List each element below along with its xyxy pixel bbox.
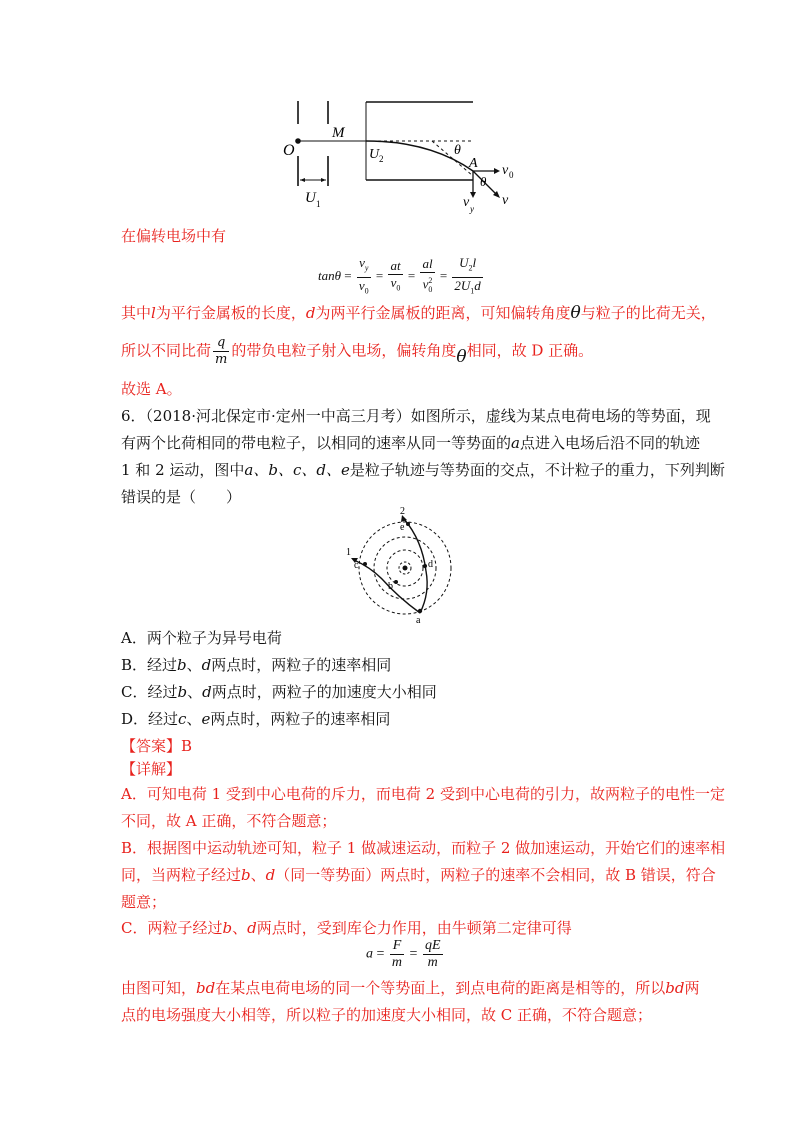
fig2-label-e: e <box>400 522 405 533</box>
explain-line-1: 其中l为平行金属板的长度，d为两平行金属板的距离，可知偏转角度θ与粒子的比荷无关， <box>121 303 716 323</box>
eq-v0sq-sub: 0 <box>428 285 433 295</box>
eq-at: at <box>390 257 401 273</box>
label-M: M <box>332 125 345 141</box>
label-theta-1: θ <box>454 143 461 158</box>
explain-b-3: 题意； <box>121 893 167 911</box>
eq-vy: v <box>359 255 365 270</box>
label-v0: v <box>502 163 509 178</box>
eq-tan: tanθ <box>318 268 341 284</box>
eq-U2l-tail: l <box>472 255 477 270</box>
fig2-label-a: a <box>416 615 421 625</box>
explain-c-1: C．两粒子经过b、d两点时，受到库仑力作用，由牛顿第二定律可得 <box>121 919 572 937</box>
q6-line-2: 有两个比荷相同的带电粒子，以相同的速率从同一等势面的a点进入电场后沿不同的轨迹 <box>121 434 700 452</box>
label-v: v <box>502 193 509 208</box>
eq-U2l-sub: 2 <box>468 263 473 273</box>
option-d: D．经过c、e两点时，两粒子的速率相同 <box>121 710 391 728</box>
explain-c-3: 点的电场强度大小相等，所以粒子的加速度大小相同，故 C 正确，不符合题意； <box>121 1006 653 1024</box>
eq-v0-sub: 0 <box>364 286 369 296</box>
eq-v0sq-sup: 2 <box>428 276 433 286</box>
explain-b-2: 同，当两粒子经过b、d（同一等势面）两点时，两粒子的速率不会相同，故 B 错误，符合 <box>121 866 716 884</box>
eq-2U1d-tail: d <box>474 277 481 293</box>
label-O: O <box>283 142 295 159</box>
detail-label: 【详解】 <box>121 760 182 778</box>
label-U2-sub: 2 <box>379 154 384 164</box>
explain-b-1: B．根据图中运动轨迹可知，粒子 1 做减速运动，而粒子 2 做加速运动，开始它们的速率相 <box>121 839 726 857</box>
eq-v0: v <box>358 277 365 293</box>
eq-vy-sub: y <box>364 263 369 273</box>
equation-tan-theta: tanθ = $\frac{v_y}{v_0}$ = $\frac{at}{v_0}$ = $\frac{al}{v^2_0}$ = $\frac{U_2l}{2U_1d}$ <box>318 255 481 296</box>
q6-line-3: 1 和 2 运动，图中a、b、c、d、e是粒子轨迹与等势面的交点，不计粒子的重力，下列判断 <box>121 461 725 479</box>
eq-al: al <box>422 256 433 272</box>
equipotential-diagram <box>340 505 460 625</box>
label-v0-sub: 0 <box>509 170 514 180</box>
fig2-label-d: d <box>428 559 433 570</box>
fig2-label-1: 1 <box>346 547 351 558</box>
label-vy: v <box>463 195 470 210</box>
explain-a-2: 不同，故 A 正确，不符合题意； <box>121 812 337 830</box>
fig2-label-b: b <box>388 581 393 592</box>
label-U1: U <box>305 190 316 206</box>
label-theta-2: θ <box>480 174 487 189</box>
fig2-label-2: 2 <box>400 506 405 517</box>
label-A: A <box>469 156 478 171</box>
equation-newton: a = $\frac{F}{m}$ = $\frac{qE}{m}$ <box>366 938 441 970</box>
option-a: A．两个粒子为异号电荷 <box>121 629 282 647</box>
option-b: B．经过b、d两点时，两粒子的速率相同 <box>121 656 392 674</box>
intro-text: 在偏转电场中有 <box>121 227 227 245</box>
q6-line-4: 错误的是（ ） <box>121 488 242 506</box>
explain-c-2: 由图可知，bd在某点电荷电场的同一个等势面上，到点电荷的距离是相等的，所以bd两 <box>121 979 700 997</box>
deflection-diagram <box>280 96 530 216</box>
choose-answer: 故选 A。 <box>121 380 182 398</box>
eq-2U1d: 2U <box>454 277 471 293</box>
option-c: C．经过b、d两点时，两粒子的加速度大小相同 <box>121 683 437 701</box>
explain-a-1: A．可知电荷 1 受到中心电荷的斥力，而电荷 2 受到中心电荷的引力，故两粒子的电性一定 <box>121 785 725 803</box>
eq-U2l: U <box>459 255 469 270</box>
explain-line-2: 所以不同比荷 $\frac{q}{m}$ 的带负电粒子射入电场，偏转角度θ相同，故 D 正确。 <box>121 335 594 367</box>
q6-line-1: 6．（2018·河北保定市·定州一中高三月考）如图所示，虚线为某点电荷电场的等势面，现 <box>121 407 711 425</box>
eq-2U1d-sub: 1 <box>470 286 475 296</box>
label-U1-sub: 1 <box>316 199 321 209</box>
fig2-label-c: c <box>354 560 359 571</box>
label-U2: U <box>369 147 380 162</box>
answer-label: 【答案】B <box>121 737 193 755</box>
label-vy-sub: y <box>470 204 474 214</box>
